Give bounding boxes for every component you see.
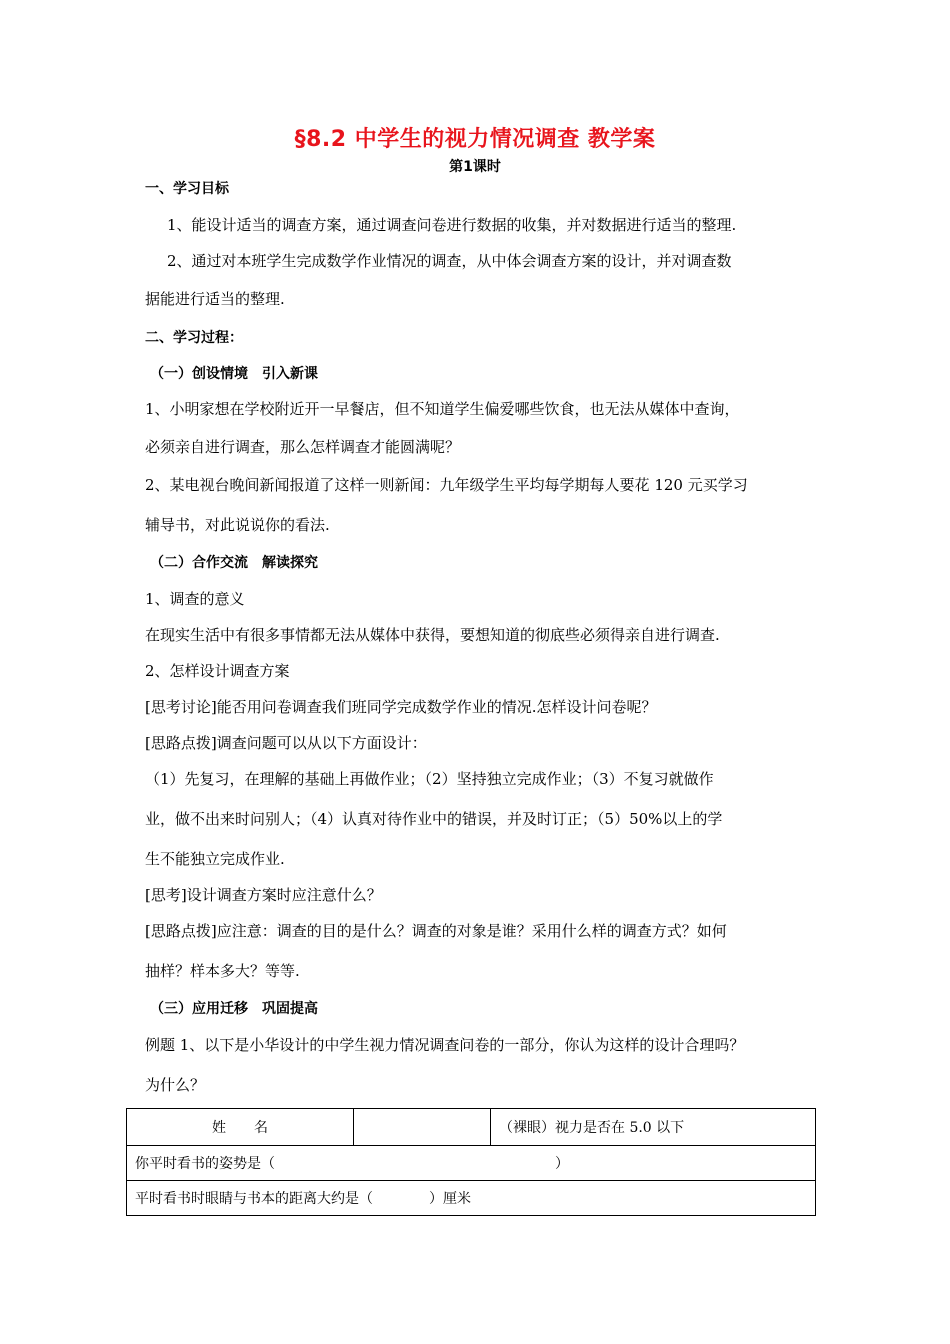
paragraph-line: 据能进行适当的整理.: [145, 290, 285, 308]
subsection-heading: （三）应用迁移 巩固提高: [150, 1001, 318, 1017]
paragraph-line: 辅导书，对此说说你的看法.: [145, 516, 330, 534]
table-cell-name-value: [354, 1109, 491, 1146]
table-row: [127, 1109, 816, 1146]
page-subtitle: 第1课时: [449, 159, 501, 175]
section-heading-goals: 一、学习目标: [145, 181, 229, 197]
paragraph-line: 例题 1、以下是小华设计的中学生视力情况调查问卷的一部分，你认为这样的设计合理吗？: [145, 1036, 745, 1054]
paragraph-line: 2、某电视台晚间新闻报道了这样一则新闻：九年级学生平均每学期每人要花 120 元买学习: [145, 476, 748, 494]
table-row: [127, 1181, 816, 1216]
paragraph-line: [思路点拨]调查问题可以从以下方面设计：: [145, 734, 427, 752]
paragraph-line: 必须亲自进行调查，那么怎样调查才能圆满呢？: [145, 438, 461, 456]
table-row: [127, 1146, 816, 1181]
subsection-heading: （一）创设情境 引入新课: [150, 366, 318, 382]
paragraph-line: 1、调查的意义: [145, 590, 245, 608]
paragraph-line: 2、通过对本班学生完成数学作业情况的调查，从中体会调查方案的设计，并对调查数: [167, 252, 732, 270]
paragraph-line: 1、能设计适当的调查方案，通过调查问卷进行数据的收集，并对数据进行适当的整理.: [167, 216, 737, 234]
paragraph-line: 在现实生活中有很多事情都无法从媒体中获得，要想知道的彻底些必须得亲自进行调查.: [145, 626, 720, 644]
paragraph-line: 业，做不出来时问别人；（4）认真对待作业中的错误，并及时订正；（5）50%以上的学: [145, 810, 723, 828]
paragraph-line: 生不能独立完成作业.: [145, 850, 285, 868]
paragraph-line: 抽样？样本多大？等等.: [145, 962, 300, 980]
paragraph-line: [思路点拨]应注意：调查的目的是什么？调查的对象是谁？采用什么样的调查方式？如何: [145, 922, 727, 940]
paragraph-line: 为什么？: [145, 1076, 206, 1094]
table-cell-name-label: 姓 名: [127, 1109, 354, 1146]
paragraph-line: [思考]设计调查方案时应注意什么？: [145, 886, 382, 904]
subsection-heading: （二）合作交流 解读探究: [150, 555, 318, 571]
page-title: §8.2 中学生的视力情况调查 教学案: [294, 127, 656, 152]
section-heading-process: 二、学习过程：: [145, 330, 243, 346]
paragraph-line: （1）先复习，在理解的基础上再做作业；（2）坚持独立完成作业；（3）不复习就做作: [145, 770, 714, 788]
table-cell-distance-question: 平时看书时眼睛与书本的距离大约是（ ）厘米: [127, 1181, 816, 1216]
paragraph-line: 1、小明家想在学校附近开一早餐店，但不知道学生偏爱哪些饮食，也无法从媒体中查询，: [145, 400, 740, 418]
table-cell-posture-question: 你平时看书的姿势是（ ）: [127, 1146, 816, 1181]
survey-table: [126, 1108, 816, 1216]
paragraph-line: [思考讨论]能否用问卷调查我们班同学完成数学作业的情况.怎样设计问卷呢？: [145, 698, 657, 716]
paragraph-line: 2、怎样设计调查方案: [145, 662, 290, 680]
table-cell-vision-question: （裸眼）视力是否在 5.0 以下: [491, 1109, 816, 1146]
